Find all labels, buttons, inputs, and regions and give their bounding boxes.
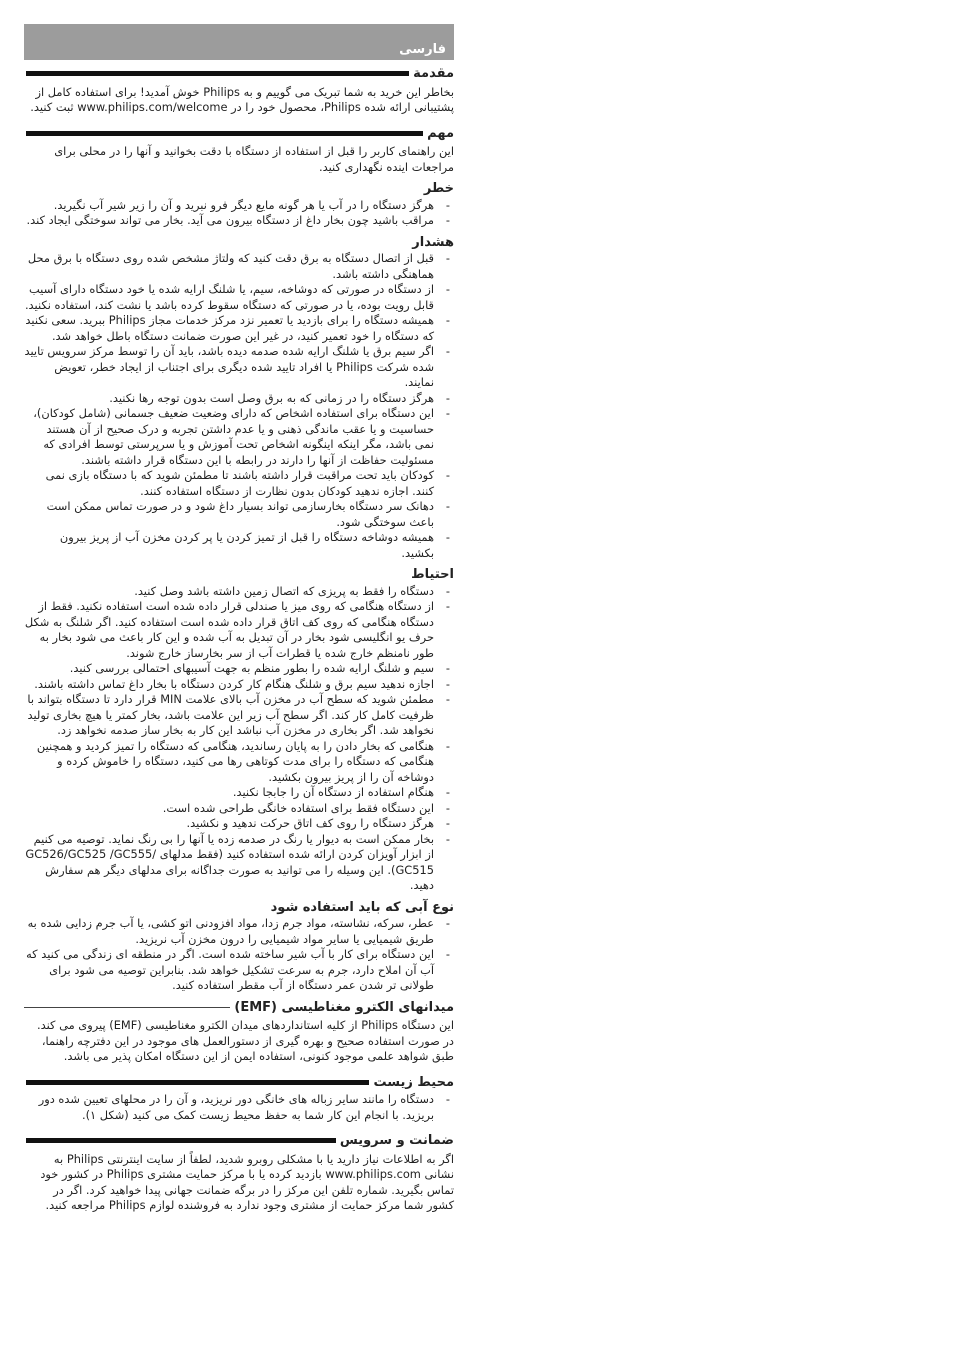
heading-rule-end xyxy=(26,1080,32,1085)
list-item: - سیم و شلنگ ارایه شده را بطور منظم به جهت آسیبهای احتمالی بررسی کنید. xyxy=(24,661,454,677)
list-item: - از دستگاه در صورتی که دوشاخه، سیم، یا شلنگ ارایه شده یا خود دستگاه دارای آسیب قابل رویت بوده، یا در صورتی که دستگاه سقوط کرده باشد یا نشت کند، استفاده نکنید. xyxy=(24,282,454,313)
language-tab xyxy=(24,24,454,60)
guarantee-heading xyxy=(24,1133,454,1149)
heading-rule xyxy=(24,1007,230,1008)
list-item: - همیشه دستگاه را برای بازدید یا تعمیر نزد مرکز خدمات مجاز Philips ببرید. سعی نکنید که دستگاه را خود تعمیر کنید، در غیر این صورت ضمانت دستگاه باطل خواهد شد. xyxy=(24,313,454,344)
heading-rule-end xyxy=(26,71,32,76)
heading-rule-end xyxy=(26,131,32,136)
environment-title: محیط زیست xyxy=(373,1074,454,1090)
heading-rule xyxy=(32,131,423,136)
list-item: - بخار ممکن است به دیوار یا رنگ در صدمه زده یا آنها را بی رنگ نماید. توصیه می کنیم از ابزار آویزان کردن ارائه شده استفاده کنید (فقط مدلهای /GC526/GC525 /GC555 GC515). این وسیله را می توانید به صورت جداگانه برای مدلهای دیگر هم سفارش دهید. xyxy=(24,832,454,894)
list-item: - دستگاه را فقط به پریزی که اتصال زمین داشته باشد وصل کنید. xyxy=(24,584,454,600)
caution-list xyxy=(24,584,454,894)
list-item: - این دستگاه برای کار با آب شیر ساخته شده است. اگر در منطقه ای زندگی می کنید که آب آن املاح دارد، جرم به سرعت تشکیل خواهد شد. بنابراین توصیه می شود برای طولانی تر شدن عمر دستگاه از آب مقطر استفاده کنید. xyxy=(24,947,454,994)
list-item: - این دستگاه برای استفاده اشخاص که دارای وضعیت ضعیف جسمانی (شامل کودکان)، حساسیت و یا عقب ماندگی ذهنی و یا عدم داشتن تجربه و درک صحیح از آن هستند نمی باشد، مگر اینکه اینگونه اشخاص تحت آموزش و یا سرپرستی توسط افرادی که مسئولیت حفاظت از آنها را دارند در رابطه با این دستگاه قرار داشته باشند. xyxy=(24,406,454,468)
heading-rule xyxy=(32,71,409,76)
language-label: فارسی xyxy=(399,41,446,57)
emf-heading xyxy=(24,1000,454,1016)
heading-rule xyxy=(32,1080,369,1085)
heading-rule-end xyxy=(26,1138,32,1143)
persian-column xyxy=(24,24,454,1219)
list-item: - مطمئن شوید که سطح آب در مخزن آب بالای علامت MIN قرار دارد تا دستگاه بتواند با ظرفیت کامل کار کند. اگر سطح آب زیر این علامت باشد، بخار کمتر یا هیچ بخاری تولید نخواهد شد. اگر بخاری در مخزن آب نباشد این کار به بخار ساز صدمه نخواهد زد. xyxy=(24,692,454,739)
environment-list xyxy=(24,1092,454,1123)
intro-heading xyxy=(24,66,454,82)
heading-rule xyxy=(32,1138,336,1143)
danger-title: خطر xyxy=(423,181,454,196)
list-item: - از دستگاه هنگامی که روی میز یا صندلی قرار داده شده است استفاده نکنید. فقط از دستگاه هنگامی که روی کف اتاق قرار داده شده است استفاده کنید. اگر شلنگ به شکل حرف یو انگلیسی شود بخار در آن تبدیل به آب شده و این کار باعث می شود بخار به طور نامنظم خارج شده یا قطرات آب از سر بخارساز خارج شوند. xyxy=(24,599,454,661)
intro-title: مقدمة xyxy=(413,66,454,81)
intro-text: بخاطر این خرید به شما تبریک می گوییم و به Philips خوش آمدید! برای استفاده کامل از پشتیبانی ارائه شده Philips، محصول خود را در www.philips.com/welcome ثبت کنید. xyxy=(30,84,454,114)
emf-text: این دستگاه Philips از کلیه استانداردهای میدان الکترو مغناطیسی (EMF) پیروی می کند. در صورت استفاده صحیح و بهره گیری از دستورالعمل های موجود در این دفترچه راهنما، طبق شواهد علمی موجود کنونی، استفاده ایمن از این دستگاه امکان پذیر می باشد. xyxy=(37,1018,454,1063)
list-item: - عطر، سرکه، نشاسته، مواد جرم زدا، مواد افزودنی اتو کشی، یا آب جرم زدایی شده به طریق شیمیایی یا سایر مواد شیمیایی را درون مخزن آب نریزید. xyxy=(24,916,454,947)
list-item: - کودکان باید تحت مراقبت قرار داشته باشند تا مطمئن شوید که با دستگاه بازی نمی کنند. اجازه ندهید کودکان بدون نظارت از دستگاه استفاده کنند. xyxy=(24,468,454,499)
guarantee-title: ضمانت و سرویس xyxy=(339,1133,454,1148)
warning-title: هشدار xyxy=(412,234,454,250)
list-item: - مراقب باشید چون بخار داغ از دستگاه بیرون می آید. بخار می تواند سوختگی ایجاد کند. xyxy=(24,213,454,229)
warning-list xyxy=(24,251,454,561)
water-list xyxy=(24,916,454,994)
emf-title: میدانهای الکترو مغناطیسی (EMF) xyxy=(234,999,454,1015)
danger-list xyxy=(24,198,454,229)
list-item: - دهانک سر دستگاه بخارسازمی تواند بسیار داغ شود و در صورت تماس ممکن است باعث سوختگی شود. xyxy=(24,499,454,530)
list-item: - دستگاه را مانند سایر زباله های خانگی دور نریزید، و آن را در محلهای تعیین شده دور بریزید. با انجام این کار شما به حفظ محیط زیست کمک می کنید (شکل ۱). xyxy=(24,1092,454,1123)
important-heading xyxy=(24,126,454,142)
list-item: - هرگز دستگاه را در زمانی که به برق وصل است بدون توجه رها نکنید. xyxy=(24,391,454,407)
list-item: - اگر سیم برق یا شلنگ ارایه شده صدمه دیده باشد، باید آن را توسط مرکز سرویس تایید شده شرکت Philips یا افراد تایید شده دیگری برای اجتناب از ایجاد خطر، تعویض نمایند. xyxy=(24,344,454,391)
guarantee-text: اگر به اطلاعات نیاز دارید یا با مشکلی روبرو شدید، لطفاً از سایت اینترنتی Philips به نشانی www.philips.com بازدید کرده یا با مرکز حمایت مشتری Philips در کشور خود تماس بگیرید. شماره تلفن این مرکز را در برگه ضمانت جهانی پیدا خواهید کرد. اگر در کشور شما مرکز حمایت از مشتری وجود ندارد به فروشنده لوازم Philips مراجعه کنید. xyxy=(40,1151,454,1212)
list-item: - هنگام استفاده از دستگاه آن را جابجا نکنید. xyxy=(24,785,454,801)
list-item: - قبل از اتصال دستگاه به برق دقت کنید که ولتاژ مشخص شده روی دستگاه با برق محل هماهنگی داشته باشد. xyxy=(24,251,454,282)
important-text: این راهنمای کاربر را قبل از استفاده از دستگاه با دقت بخوانید و آنها را در محلی برای مراجعات اینده نگهداری کنید. xyxy=(54,144,454,174)
caution-title: احتیاط xyxy=(411,567,454,582)
list-item: - همیشه دوشاخه دستگاه را قبل از تمیز کردن یا پر کردن مخزن آب از پریز بیرون بکشید. xyxy=(24,530,454,561)
list-item: - هنگامی که بخار دادن را به پایان رساندید، هنگامی که دستگاه را تمیز کردید و همچنین هنگامی که دستگاه را برای مدت کوتاهی رها می کنید، دستگاه را خاموش کرده و دوشاخه آن را از پریز بیرون بکشید. xyxy=(24,739,454,786)
list-item: - هرگز دستگاه را در آب یا هر گونه مایع دیگر فرو نبرید و آن را زیر شیر آب نگیرید. xyxy=(24,198,454,214)
list-item: - اجازه ندهید سیم برق و شلنگ هنگام کار کردن دستگاه با بخار داغ تماس داشته باشند. xyxy=(24,677,454,693)
water-title: نوع آبی که باید استفاده شود xyxy=(270,899,454,915)
list-item: - هرگز دستگاه را روی کف اتاق حرکت ندهید و نکشید. xyxy=(24,816,454,832)
list-item: - این دستگاه فقط برای استفاده خانگی طراحی شده است. xyxy=(24,801,454,817)
environment-heading xyxy=(24,1075,454,1091)
important-title: مهم xyxy=(427,125,454,141)
